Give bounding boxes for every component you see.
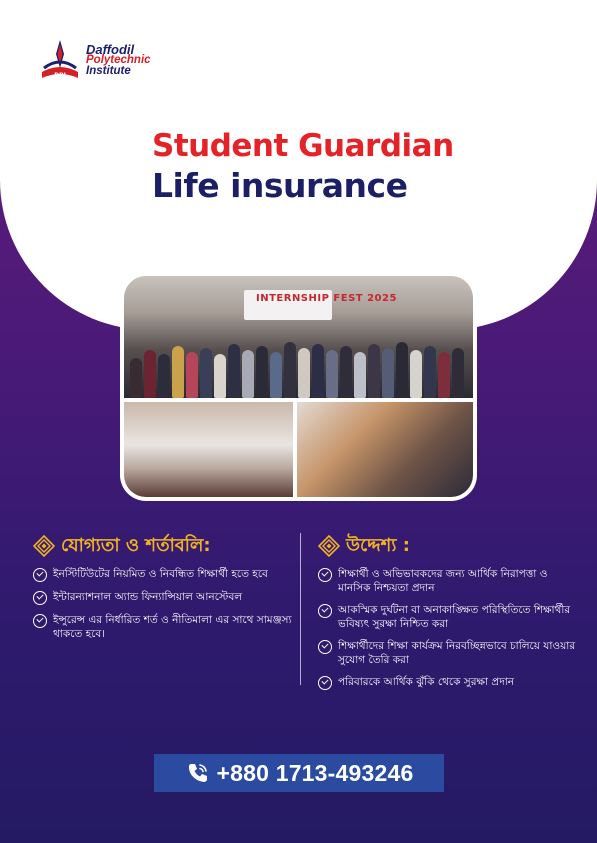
headline	[152, 128, 454, 205]
list-item-text: পরিবারকে আর্থিক ঝুঁকি থেকে সুরক্ষা প্রদান	[338, 676, 515, 688]
list-item-text: ইন্সুরেন্স এর নির্ধারিত শর্ত ও নীতিমালা এর সাথে সামঞ্জস্য থাকতে হবে।	[53, 614, 292, 640]
logo[interactable]	[38, 38, 151, 82]
list-item	[318, 639, 580, 667]
list-item-text: শিক্ষার্থী ও অভিভাবকদের জন্য আর্থিক নিরাপত্তা ও মানসিক নিশ্চয়তা প্রদান	[338, 568, 548, 594]
list-item-text: আকস্মিক দুর্ঘটনা বা অনাকাঙ্ক্ষিত পরিস্থিতিতে শিক্ষার্থীর ভবিষ্যৎ সুরক্ষা নিশ্চিত করা	[338, 604, 571, 630]
list-item	[33, 590, 295, 605]
check-circle-icon	[33, 614, 47, 628]
check-circle-icon	[33, 568, 47, 582]
list-item-text: ইনস্টিটিউটের নিয়মিত ও নিবন্ধিত শিক্ষার্থী হতে হবে	[53, 568, 268, 580]
list-item	[318, 675, 580, 690]
photo-collage	[120, 272, 477, 501]
logo-name-line3: Institute	[86, 64, 131, 77]
list-item-text: ইন্টারন্যাশনাল অ্যান্ড ফিন্যান্সিয়াল আনস্টেবল	[53, 591, 243, 603]
check-circle-icon	[33, 591, 47, 605]
phone-number: +880 1713-493246	[216, 759, 414, 786]
group-photo	[124, 276, 473, 398]
list-item-text: শিক্ষার্থীদের শিক্ষা কার্যক্রম নিরবচ্ছিন্নভাবে চালিয়ে যাওয়ার সুযোগ তৈরি করা	[338, 640, 576, 666]
diamond-icon	[33, 535, 55, 557]
phone-icon	[185, 760, 211, 786]
eligibility-heading	[33, 535, 295, 557]
phone-contact-button[interactable]	[154, 754, 444, 792]
list-item	[318, 567, 580, 595]
check-circle-icon	[318, 640, 332, 654]
check-circle-icon	[318, 676, 332, 690]
crowd-silhouettes	[124, 326, 473, 398]
diamond-icon	[318, 535, 340, 557]
logo-name-line2: Polytechnic	[86, 53, 151, 66]
check-circle-icon	[318, 568, 332, 582]
event-banner-text: INTERNSHIP FEST 2025	[256, 293, 397, 304]
list-item	[318, 603, 580, 631]
eligibility-list	[33, 567, 295, 641]
registration-photo-right	[297, 402, 473, 497]
list-item	[33, 567, 295, 582]
column-divider	[300, 533, 301, 685]
logo-name-line1: Daffodil	[86, 41, 135, 57]
eligibility-section	[33, 535, 295, 649]
objectives-section	[318, 535, 580, 698]
eligibility-title: যোগ্যতা ও শর্তাবলি:	[61, 534, 211, 556]
objectives-list	[318, 567, 580, 690]
headline-line1: Student Guardian	[152, 128, 454, 164]
check-circle-icon	[318, 604, 332, 618]
logo-emblem-icon	[38, 38, 82, 82]
objectives-heading	[318, 535, 580, 557]
headline-line2: Life insurance	[152, 166, 408, 205]
objectives-title: উদ্দেশ্য :	[346, 534, 410, 556]
svg-text:DPI: DPI	[54, 72, 66, 79]
registration-photo-left	[124, 402, 293, 497]
list-item	[33, 613, 295, 641]
